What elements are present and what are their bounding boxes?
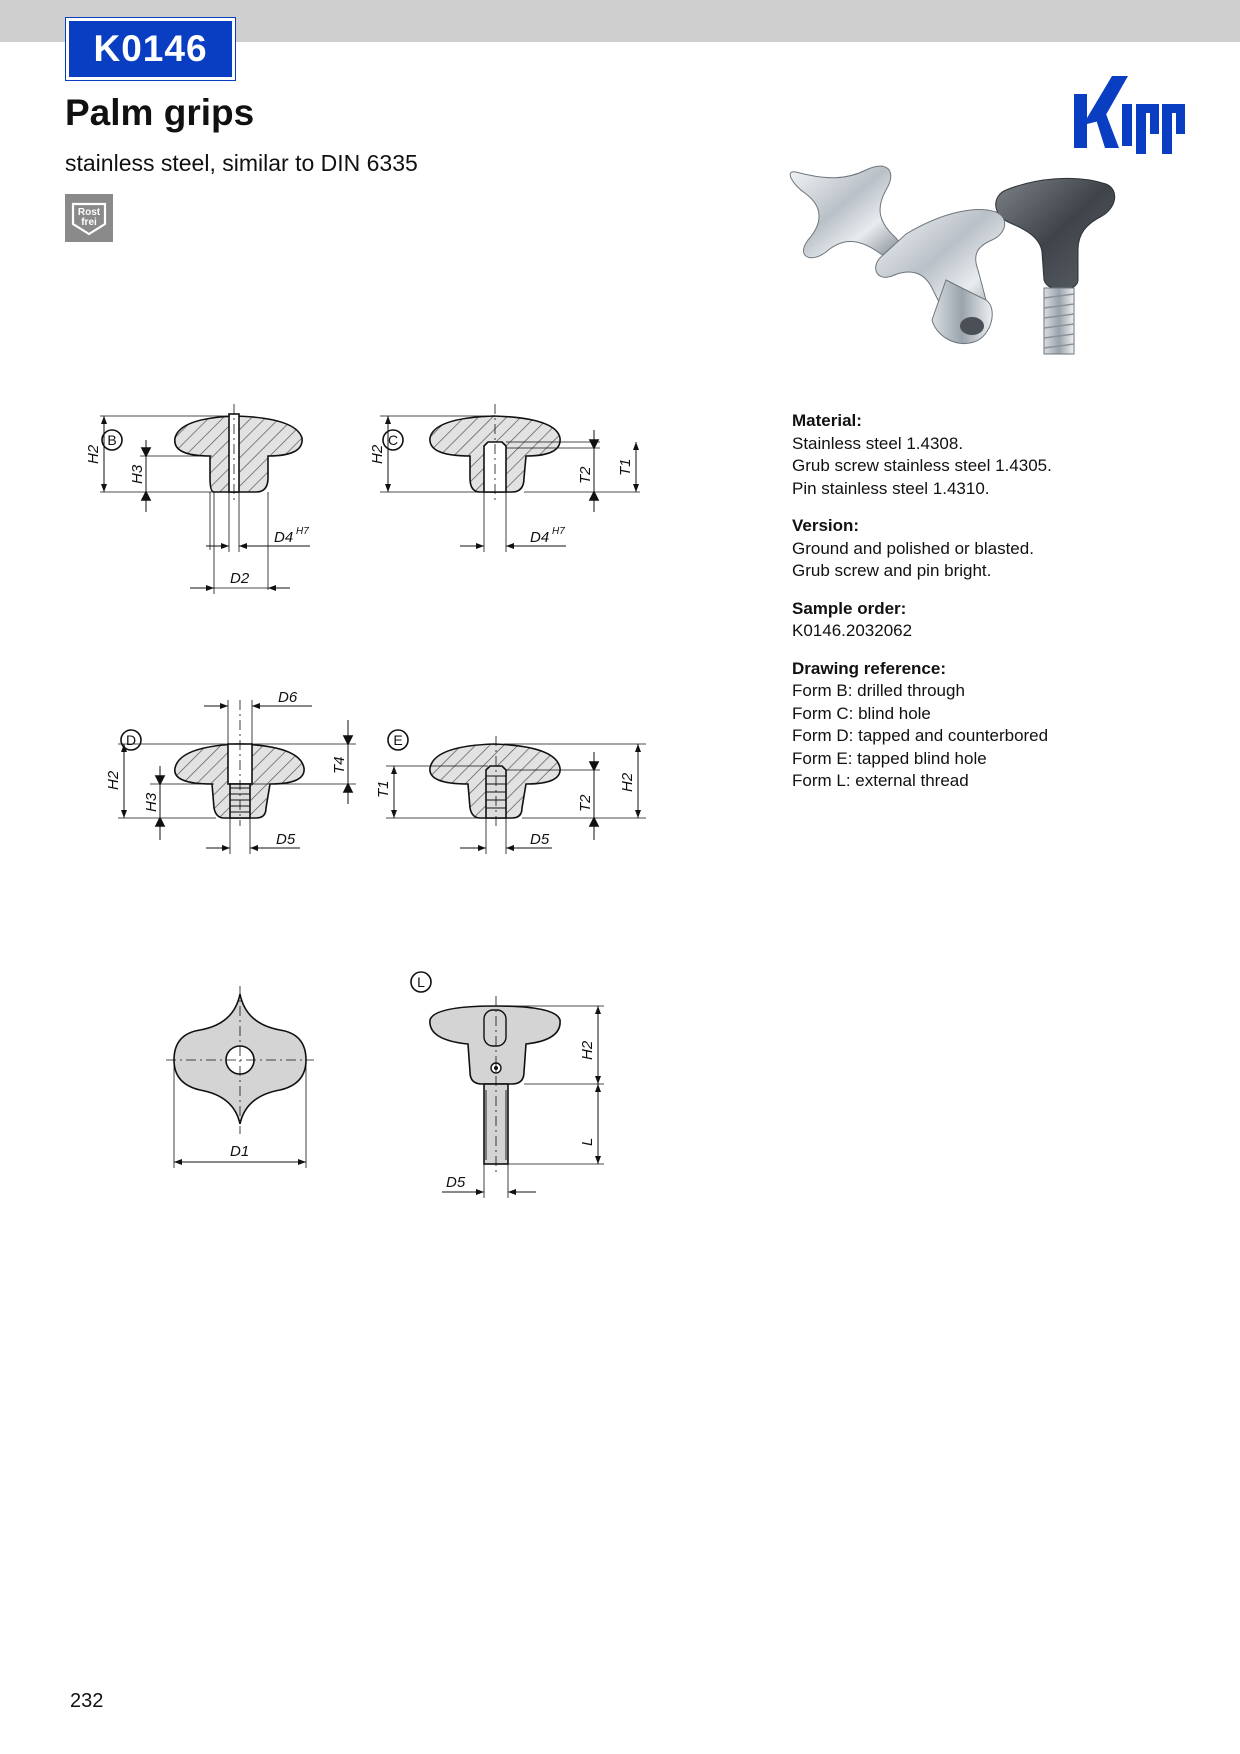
- dim-l-l: L: [579, 1137, 596, 1146]
- dim-h2-d: H2: [105, 770, 122, 790]
- sample-order-section: [792, 598, 1212, 643]
- dim-h2-b: H2: [85, 444, 102, 464]
- dim-d4-c: D4: [530, 529, 550, 546]
- version-heading: Version:: [792, 516, 860, 535]
- form-d-drawing: [105, 689, 356, 854]
- material-section: [792, 410, 1212, 500]
- dim-h7-c: H7: [552, 526, 565, 537]
- dim-t1-e: T1: [375, 780, 392, 798]
- drawing-reference-heading: Drawing reference:: [792, 658, 946, 678]
- drawing-reference-line: Form B: drilled through: [792, 681, 965, 700]
- dim-d4-b: D4: [274, 529, 294, 546]
- top-view-drawing: [166, 986, 314, 1168]
- form-l-drawing: [411, 972, 604, 1198]
- dim-d5-e: D5: [530, 831, 550, 848]
- version-line: Grub screw and pin bright.: [792, 561, 992, 580]
- dim-t4-d: T4: [331, 756, 348, 774]
- badge-text-line2: frei: [81, 217, 97, 228]
- form-l-label: L: [417, 974, 425, 990]
- form-e-drawing: [375, 730, 646, 854]
- dim-h3-b: H3: [129, 464, 146, 484]
- dim-d5-d: D5: [276, 831, 296, 848]
- form-c-drawing: [369, 404, 640, 552]
- drawing-reference-line: Form C: blind hole: [792, 703, 931, 723]
- dim-d1: D1: [230, 1143, 250, 1160]
- sample-order-value: K0146.2032062: [792, 621, 913, 640]
- material-line: Grub screw stainless steel 1.4305.: [792, 456, 1052, 475]
- dim-t2-e: T2: [577, 794, 594, 812]
- form-b-drawing: [85, 404, 310, 594]
- dim-t2-c: T2: [577, 466, 594, 484]
- sample-order-heading: Sample order:: [792, 598, 907, 618]
- kipp-logo: [1072, 72, 1186, 162]
- version-line: Ground and polished or blasted.: [792, 538, 1034, 558]
- drawing-reference-line: Form E: tapped blind hole: [792, 748, 987, 768]
- drawing-reference-section: [792, 658, 1212, 793]
- dim-t1-c: T1: [617, 458, 634, 476]
- page-subtitle: stainless steel, similar to DIN 6335: [65, 150, 418, 176]
- page-title: Palm grips: [65, 92, 255, 133]
- dim-d6-d: D6: [278, 689, 298, 706]
- dim-h2-c: H2: [369, 444, 386, 464]
- version-section: [792, 515, 1212, 583]
- product-photo: [786, 160, 1136, 380]
- material-line: Pin stainless steel 1.4310.: [792, 478, 990, 498]
- dim-d2-b: D2: [230, 570, 250, 587]
- product-info: [792, 410, 1212, 808]
- badge-text-line1: Rost: [77, 207, 101, 218]
- dim-h7-b: H7: [296, 526, 309, 537]
- drawing-reference-line: Form L: external thread: [792, 771, 969, 790]
- page-number: 232: [70, 1690, 104, 1712]
- dim-h2-e: H2: [619, 772, 636, 792]
- dim-h2-l: H2: [579, 1040, 596, 1060]
- dim-d5-l: D5: [446, 1174, 466, 1191]
- form-c-label: C: [387, 432, 399, 448]
- form-e-label: E: [393, 732, 403, 748]
- article-code-badge: K0146: [66, 18, 235, 80]
- form-b-label: B: [107, 432, 117, 448]
- form-d-label: D: [125, 732, 137, 748]
- drawing-reference-line: Form D: tapped and counterbored: [792, 726, 1049, 745]
- technical-drawings: [0, 400, 700, 1240]
- rostfrei-icon: [65, 194, 113, 242]
- material-heading: Material:: [792, 411, 862, 430]
- dim-h3-d: H3: [143, 792, 160, 812]
- material-line: Stainless steel 1.4308.: [792, 433, 964, 453]
